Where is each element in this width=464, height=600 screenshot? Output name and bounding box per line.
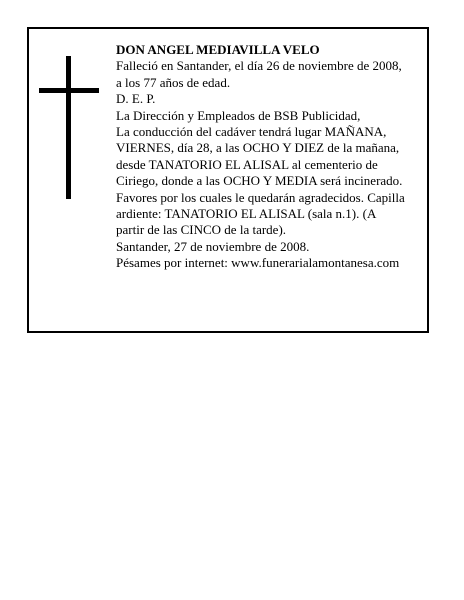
condolences-line: Pésames por internet: www.funerarialamontanesa.com	[116, 255, 400, 271]
cross-icon	[39, 56, 99, 199]
cross-vertical-bar	[66, 56, 71, 199]
deceased-name: DON ANGEL MEDIAVILLA VELO	[116, 42, 320, 57]
chapel-details-line: Favores por los cuales le quedarán agradecidos. Capilla	[116, 189, 405, 205]
funeral-details-line: La conducción del cadáver tendrá lugar MAÑANA,	[116, 124, 387, 140]
rest-in-peace-line: D. E. P.	[116, 91, 156, 107]
chapel-details-line: partir de las CINCO de la tarde).	[116, 222, 287, 238]
mourners-line: La Dirección y Empleados de BSB Publicidad,	[116, 107, 361, 123]
obituary-text	[116, 42, 424, 272]
death-announcement-line: Falleció en Santander, el día 26 de noviembre de 2008,	[116, 58, 402, 74]
chapel-details-line: ardiente: TANATORIO EL ALISAL (sala n.1). (A	[116, 206, 377, 222]
age-line: a los 77 años de edad.	[116, 74, 231, 90]
date-place-line: Santander, 27 de noviembre de 2008.	[116, 238, 310, 254]
funeral-details-line: VIERNES, día 28, a las OCHO Y DIEZ de la mañana,	[116, 140, 400, 156]
funeral-details-line: desde TANATORIO EL ALISAL al cementerio de	[116, 156, 378, 172]
funeral-details-line: Ciriego, donde a las OCHO Y MEDIA será incinerado.	[116, 173, 403, 189]
cross-horizontal-bar	[39, 88, 99, 93]
obituary-notice	[27, 27, 429, 333]
